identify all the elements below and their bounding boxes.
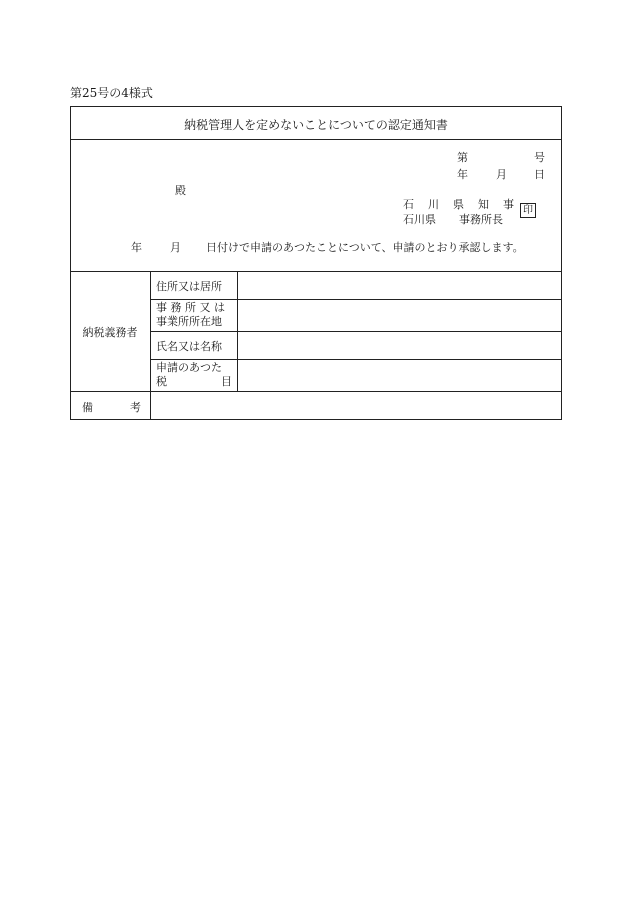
row-divider-3 [150,359,562,360]
issuer-office-head: 事務所長 [459,213,503,226]
title-divider [70,139,562,140]
label-column-divider [150,271,151,420]
row-divider-1 [150,299,562,300]
row-label-office [156,301,225,329]
issuer-char-4: 知 [478,198,489,211]
addressee-suffix: 殿 [175,184,186,197]
row-label-office-line2: 事業所所在地 [156,315,222,328]
row-label-name: 氏名又は名称 [156,340,222,353]
issuer-char-2: 川 [428,198,439,211]
remarks-label-b: 考 [130,401,141,414]
value-column-divider [237,271,238,391]
row-label-tax-item-line1: 申請のあつた [156,361,222,374]
row-label-tax-item [156,361,232,389]
body-divider [70,271,562,272]
remarks-divider [70,391,562,392]
row-label-tax-item-line2: 税目 [156,375,232,388]
body-month: 月 [170,241,181,254]
date-year: 年 [457,168,468,181]
row-divider-2 [150,331,562,332]
remarks-label-a: 備 [82,401,93,414]
issuer-prefecture: 石川県 [403,213,436,226]
issuer-char-1: 石 [403,198,414,211]
issuer-char-3: 県 [453,198,464,211]
form-number: 第25号の4様式 [70,86,153,100]
body-year: 年 [131,241,142,254]
date-day: 日 [534,168,545,181]
doc-number-suffix: 号 [534,151,545,164]
date-month: 月 [496,168,507,181]
document-title: 納税管理人を定めないことについての認定通知書 [184,118,448,132]
doc-number-prefix: 第 [457,151,468,164]
issuer-char-5: 事 [503,198,514,211]
taxpayer-label: 納税義務者 [82,326,138,339]
row-label-office-line1: 事 務 所 又 は [156,301,225,314]
seal-mark: 印 [520,203,536,218]
body-sentence: 日付けで申請のあつたことについて、申請のとおり承認します。 [206,241,524,254]
row-label-address: 住所又は居所 [156,280,222,293]
notice-form [70,106,562,420]
